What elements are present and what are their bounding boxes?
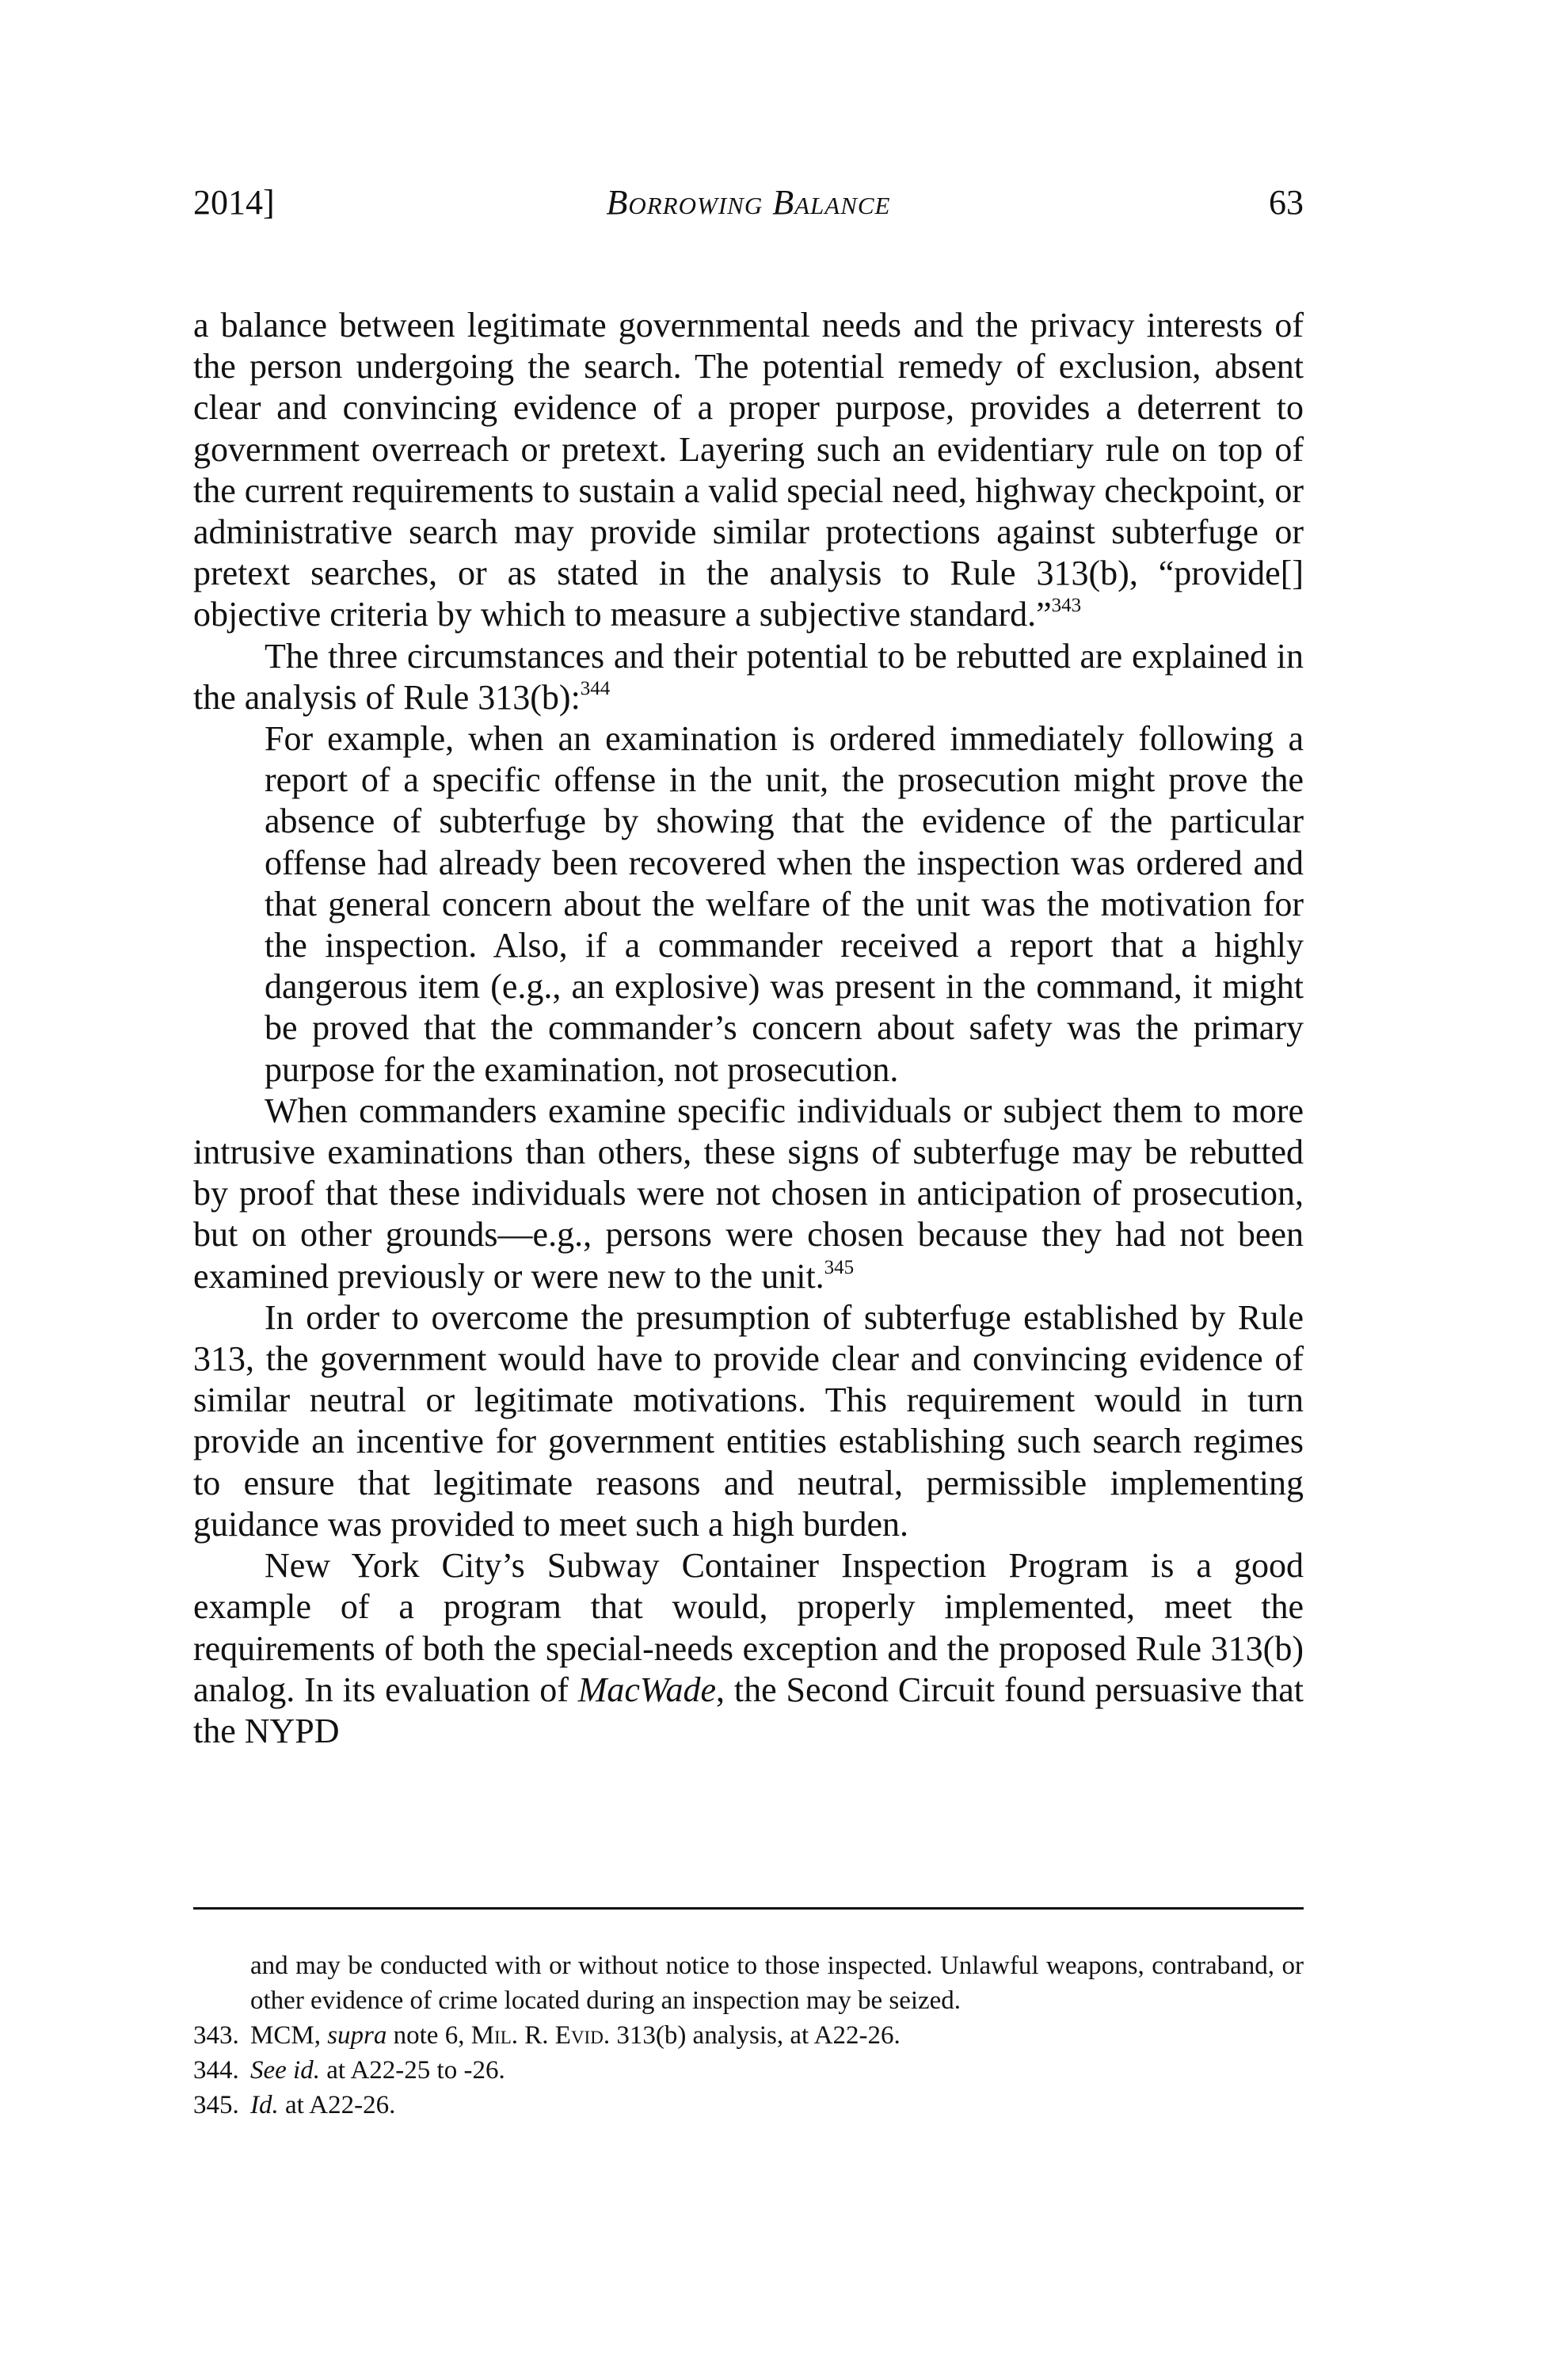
footnote-text: [250, 2018, 1304, 2053]
paragraph-1-text: a balance between legitimate governmental needs and the privacy interests of the person undergoing the search. The potential remedy of exclusion, absent clear and convincing evidence of a proper purpose, provides a deterrent to government overreach or pretext. Layering such an evidentiary rule on top of the current requirements to sustain a valid special need, highway checkpoint, or administrative search may provide similar protections against subterfuge or pretext searches, or as stated in the analysis to Rule 313(b), “provide[] objective criteria by which to measure a subjective standard.”: [193, 306, 1304, 634]
footnote-text: [250, 2088, 1304, 2123]
case-name-macwade: MacWade: [577, 1670, 717, 1709]
main-text: [193, 305, 1304, 1752]
paragraph-3-text: When commanders examine specific individuals or subject them to more intrusive examinations than others, these signs of subterfuge may be rebutted by proof that these individuals were not chosen in anticipation of prosecution, but on other grounds—e.g., persons were chosen because they had not been examined previously or were new to the unit.: [193, 1091, 1304, 1296]
footnote-text-part: 313(b) analysis, at A22-26.: [610, 2021, 901, 2050]
footnote-number: 343.: [193, 2021, 239, 2050]
paragraph-2: [193, 636, 1304, 718]
footnote-italic: See id.: [250, 2056, 320, 2085]
footnote-ref-344: 344: [580, 677, 611, 699]
footnotes: [193, 1948, 1304, 2123]
footnote-344: [193, 2053, 1304, 2088]
footnote-343: [193, 2018, 1304, 2053]
footnote-text-part: at A22-25 to -26.: [319, 2056, 505, 2085]
block-quote: For example, when an examination is ordered immediately following a report of a specific offense in the unit, the prosecution might prove the absence of subterfuge by showing that the evidence of the particular offense had already been recovered when the inspection was ordered and that general concern about the welfare of the unit was the motivation for the inspection. Also, if a commander received a report that a highly dangerous item (e.g., an explosive) was present in the command, it might be proved that the commander’s concern about safety was the primary purpose for the examination, not prosecution.: [265, 719, 1304, 1089]
footnote-text: [250, 2053, 1304, 2088]
paragraph-2-text: The three circumstances and their potential to be rebutted are explained in the analysis of Rule 313(b):: [193, 636, 1304, 717]
header-title: Borrowing Balance: [606, 183, 891, 222]
footnote-text-part: MCM,: [250, 2021, 328, 2050]
paragraph-5-text-b: , the Second Circuit found persuasive that the NYPD: [193, 1670, 1304, 1750]
paragraph-5-text-a: New York City’s Subway Container Inspection Program is a good example of a program that would, properly implemented, meet the requirements of both the special-needs exception and the proposed Rule 313(b) analog. In its evaluation of: [193, 1546, 1304, 1709]
footnote-italic: supra: [327, 2021, 387, 2050]
running-header: [193, 182, 1304, 230]
footnote-text-part: at A22-26.: [278, 2091, 396, 2119]
footnote-ref-345: 345: [824, 1256, 855, 1278]
footnote-number: 344.: [193, 2056, 239, 2085]
footnote-continuation: and may be conducted with or without notice to those inspected. Unlawful weapons, contraband, or other evidence of crime located during an inspection may be seized.: [250, 1952, 1304, 2015]
paragraph-3: [193, 1091, 1304, 1297]
paragraph-4: In order to overcome the presumption of subterfuge established by Rule 313, the government would have to provide clear and convincing evidence of similar neutral or legitimate motivations. This requirement would in turn provide an incentive for government entities establishing such search regimes to ensure that legitimate reasons and neutral, permissible implementing guidance was provided to meet such a high burden.: [193, 1297, 1304, 1544]
footnote-divider: [193, 1907, 1304, 1910]
footnote-smallcaps: Mil. R. Evid.: [470, 2021, 611, 2050]
paragraph-5: [193, 1545, 1304, 1752]
footnote-ref-343: 343: [1051, 595, 1082, 617]
paragraph-1: [193, 305, 1304, 636]
header-year: 2014]: [193, 183, 275, 222]
footnote-number: 345.: [193, 2091, 239, 2119]
footnote-italic: Id.: [250, 2091, 279, 2119]
footnote-text-part: note 6,: [386, 2021, 471, 2050]
footnote-345: [193, 2088, 1304, 2123]
page-number: 63: [1269, 183, 1304, 222]
